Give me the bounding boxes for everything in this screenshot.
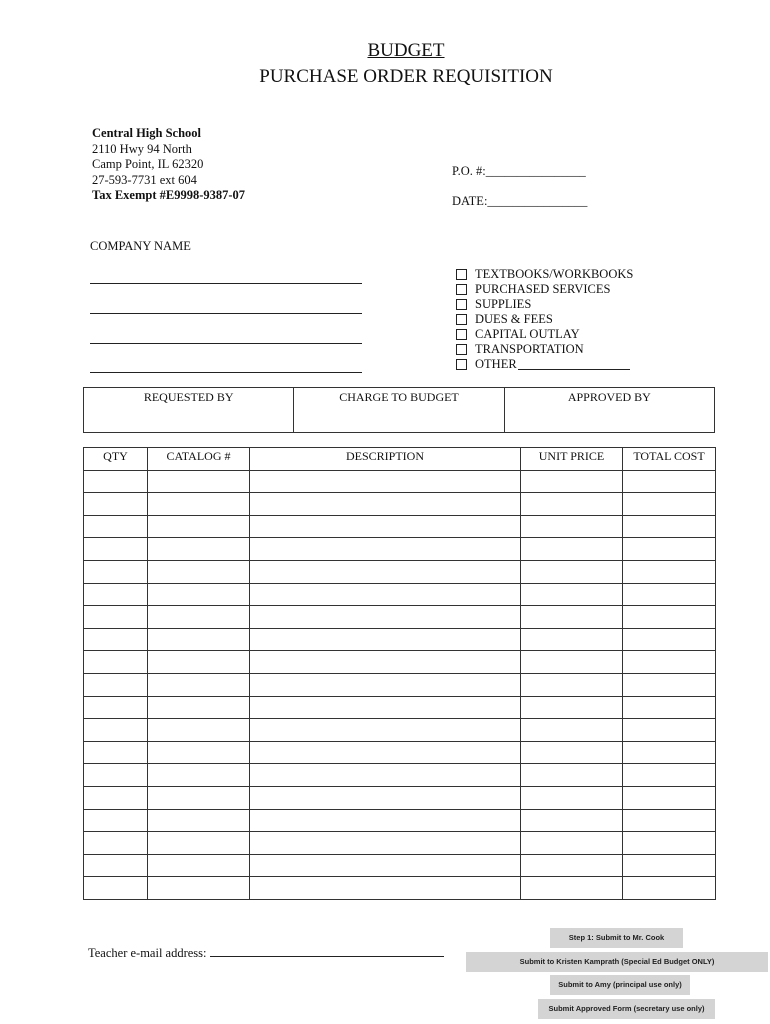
table-row xyxy=(84,583,716,606)
table-cell[interactable] xyxy=(521,493,623,516)
checkbox[interactable] xyxy=(456,314,467,325)
table-cell[interactable] xyxy=(623,538,716,561)
po-number-field[interactable]: P.O. #:________________ xyxy=(452,164,586,178)
table-cell[interactable] xyxy=(148,764,250,787)
table-cell[interactable] xyxy=(84,470,148,493)
category-label: DUES & FEES xyxy=(475,312,553,326)
submit-approved-form-button[interactable]: Submit Approved Form (secretary use only) xyxy=(538,999,715,1019)
table-cell[interactable] xyxy=(250,515,521,538)
form-title: BUDGET xyxy=(367,40,445,61)
table-cell[interactable] xyxy=(623,786,716,809)
table-cell[interactable] xyxy=(84,515,148,538)
table-cell[interactable] xyxy=(623,854,716,877)
table-cell[interactable] xyxy=(84,741,148,764)
table-row xyxy=(84,470,716,493)
school-address-line2: Camp Point, IL 62320 xyxy=(92,157,204,171)
table-cell[interactable] xyxy=(250,538,521,561)
checkbox[interactable] xyxy=(456,359,467,370)
table-row xyxy=(84,560,716,583)
table-row xyxy=(84,673,716,696)
category-label: TEXTBOOKS/WORKBOOKS xyxy=(475,267,634,281)
table-cell[interactable] xyxy=(250,673,521,696)
column-header-unit-price: UNIT PRICE xyxy=(521,448,623,471)
table-cell[interactable] xyxy=(148,809,250,832)
table-cell[interactable] xyxy=(250,832,521,855)
table-cell[interactable] xyxy=(148,741,250,764)
column-header-qty: QTY xyxy=(84,448,148,471)
table-cell[interactable] xyxy=(250,583,521,606)
table-cell[interactable] xyxy=(148,538,250,561)
table-cell[interactable] xyxy=(148,719,250,742)
table-header-row xyxy=(84,448,716,471)
checkbox[interactable] xyxy=(456,269,467,280)
table-cell[interactable] xyxy=(521,628,623,651)
school-phone: 27-593-7731 ext 604 xyxy=(92,172,197,187)
table-cell[interactable] xyxy=(250,719,521,742)
table-cell[interactable] xyxy=(84,628,148,651)
table-cell[interactable] xyxy=(623,583,716,606)
table-row xyxy=(84,786,716,809)
table-cell[interactable] xyxy=(148,877,250,900)
table-cell[interactable] xyxy=(623,606,716,629)
table-cell[interactable] xyxy=(148,515,250,538)
table-cell[interactable] xyxy=(250,741,521,764)
category-purchased-services[interactable] xyxy=(456,282,633,297)
table-row xyxy=(84,606,716,629)
checkbox[interactable] xyxy=(456,344,467,355)
table-cell[interactable] xyxy=(84,854,148,877)
tax-exempt-number: Tax Exempt #E9998-9387-07 xyxy=(92,188,246,202)
category-label: TRANSPORTATION xyxy=(475,342,584,356)
category-label: SUPPLIES xyxy=(475,297,532,311)
table-cell[interactable] xyxy=(250,493,521,516)
table-row xyxy=(84,696,716,719)
table-cell[interactable] xyxy=(623,741,716,764)
table-cell[interactable] xyxy=(521,741,623,764)
submit-to-kristen-kamprath-button[interactable]: Submit to Kristen Kamprath (Special Ed Budget ONLY) xyxy=(466,952,768,972)
table-row xyxy=(84,809,716,832)
category-dues-fees[interactable] xyxy=(456,312,633,327)
company-line-2[interactable] xyxy=(90,313,362,314)
table-cell[interactable] xyxy=(84,651,148,674)
table-cell[interactable] xyxy=(250,696,521,719)
table-cell[interactable] xyxy=(250,470,521,493)
table-cell[interactable] xyxy=(84,696,148,719)
table-cell[interactable] xyxy=(250,877,521,900)
date-field[interactable]: DATE:________________ xyxy=(452,194,588,208)
table-cell[interactable] xyxy=(521,538,623,561)
table-cell[interactable] xyxy=(250,651,521,674)
category-other[interactable] xyxy=(456,357,633,372)
table-cell[interactable] xyxy=(250,560,521,583)
table-row xyxy=(84,651,716,674)
table-cell[interactable] xyxy=(521,809,623,832)
table-cell[interactable] xyxy=(623,493,716,516)
table-cell[interactable] xyxy=(623,651,716,674)
table-cell[interactable] xyxy=(521,854,623,877)
submit-to-mr-cook-button[interactable]: Step 1: Submit to Mr. Cook xyxy=(550,928,683,948)
company-line-3[interactable] xyxy=(90,343,362,344)
table-cell[interactable] xyxy=(623,719,716,742)
table-cell[interactable] xyxy=(521,673,623,696)
table-row xyxy=(84,764,716,787)
table-row xyxy=(84,493,716,516)
table-cell[interactable] xyxy=(250,786,521,809)
table-cell[interactable] xyxy=(623,515,716,538)
table-cell[interactable] xyxy=(148,651,250,674)
table-cell[interactable] xyxy=(84,673,148,696)
table-cell[interactable] xyxy=(623,696,716,719)
table-cell[interactable] xyxy=(623,628,716,651)
table-cell[interactable] xyxy=(148,786,250,809)
category-label: CAPITAL OUTLAY xyxy=(475,327,580,341)
checkbox[interactable] xyxy=(456,329,467,340)
table-cell[interactable] xyxy=(148,493,250,516)
table-cell[interactable] xyxy=(521,583,623,606)
table-cell[interactable] xyxy=(521,606,623,629)
table-cell[interactable] xyxy=(84,809,148,832)
table-row xyxy=(84,741,716,764)
category-textbooks[interactable] xyxy=(456,267,633,282)
table-cell[interactable] xyxy=(521,719,623,742)
table-cell[interactable] xyxy=(250,809,521,832)
checkbox[interactable] xyxy=(456,284,467,295)
category-supplies[interactable] xyxy=(456,297,633,312)
table-cell[interactable] xyxy=(148,470,250,493)
table-cell[interactable] xyxy=(521,560,623,583)
table-cell[interactable] xyxy=(84,719,148,742)
submit-to-amy-button[interactable]: Submit to Amy (principal use only) xyxy=(550,975,690,995)
charge-to-budget-cell[interactable]: CHARGE TO BUDGET xyxy=(293,388,503,432)
table-row xyxy=(84,515,716,538)
table-cell[interactable] xyxy=(84,877,148,900)
school-name: Central High School xyxy=(92,126,202,140)
table-cell[interactable] xyxy=(521,515,623,538)
table-cell[interactable] xyxy=(521,470,623,493)
table-cell[interactable] xyxy=(250,764,521,787)
table-cell[interactable] xyxy=(623,673,716,696)
table-cell[interactable] xyxy=(84,786,148,809)
table-cell[interactable] xyxy=(521,764,623,787)
table-cell[interactable] xyxy=(84,560,148,583)
other-specify-line[interactable] xyxy=(518,359,630,370)
table-cell[interactable] xyxy=(623,832,716,855)
table-cell[interactable] xyxy=(84,538,148,561)
table-cell[interactable] xyxy=(148,854,250,877)
approval-box xyxy=(83,387,715,433)
company-line-1[interactable] xyxy=(90,283,362,284)
table-row xyxy=(84,628,716,651)
table-cell[interactable] xyxy=(148,606,250,629)
column-header-catalog: CATALOG # xyxy=(148,448,250,471)
table-cell[interactable] xyxy=(623,764,716,787)
category-transportation[interactable] xyxy=(456,342,633,357)
teacher-email-line[interactable] xyxy=(210,945,444,957)
table-cell[interactable] xyxy=(521,696,623,719)
table-cell[interactable] xyxy=(148,673,250,696)
table-cell[interactable] xyxy=(521,877,623,900)
table-cell[interactable] xyxy=(148,628,250,651)
table-row xyxy=(84,832,716,855)
table-cell[interactable] xyxy=(521,651,623,674)
checkbox[interactable] xyxy=(456,299,467,310)
teacher-email-field xyxy=(88,945,444,961)
category-list xyxy=(456,267,633,372)
table-cell[interactable] xyxy=(84,832,148,855)
table-cell[interactable] xyxy=(250,628,521,651)
requested-by-cell[interactable]: REQUESTED BY xyxy=(143,390,234,404)
table-row xyxy=(84,877,716,900)
column-header-total-cost: TOTAL COST xyxy=(623,448,716,471)
company-line-4[interactable] xyxy=(90,372,362,373)
table-cell[interactable] xyxy=(84,493,148,516)
table-cell[interactable] xyxy=(84,606,148,629)
table-cell[interactable] xyxy=(623,560,716,583)
school-address-line1: 2110 Hwy 94 North xyxy=(92,141,192,156)
category-label: PURCHASED SERVICES xyxy=(475,282,611,296)
table-cell[interactable] xyxy=(148,832,250,855)
table-row xyxy=(84,719,716,742)
table-cell[interactable] xyxy=(250,854,521,877)
school-info xyxy=(92,126,245,204)
category-capital-outlay[interactable] xyxy=(456,327,633,342)
table-cell[interactable] xyxy=(84,583,148,606)
table-cell[interactable] xyxy=(148,583,250,606)
column-header-description: DESCRIPTION xyxy=(250,448,521,471)
table-cell[interactable] xyxy=(623,877,716,900)
table-cell[interactable] xyxy=(148,560,250,583)
category-label: OTHER xyxy=(475,357,517,371)
table-cell[interactable] xyxy=(521,832,623,855)
approved-by-cell[interactable]: APPROVED BY xyxy=(504,388,714,432)
company-name-label: COMPANY NAME xyxy=(90,239,191,253)
table-cell[interactable] xyxy=(623,470,716,493)
table-cell[interactable] xyxy=(84,764,148,787)
table-cell[interactable] xyxy=(521,786,623,809)
form-subtitle: PURCHASE ORDER REQUISITION xyxy=(259,66,553,87)
teacher-email-label: Teacher e-mail address: xyxy=(88,946,207,960)
table-cell[interactable] xyxy=(623,809,716,832)
table-cell[interactable] xyxy=(148,696,250,719)
items-table xyxy=(83,447,716,900)
table-row xyxy=(84,538,716,561)
table-cell[interactable] xyxy=(250,606,521,629)
table-row xyxy=(84,854,716,877)
